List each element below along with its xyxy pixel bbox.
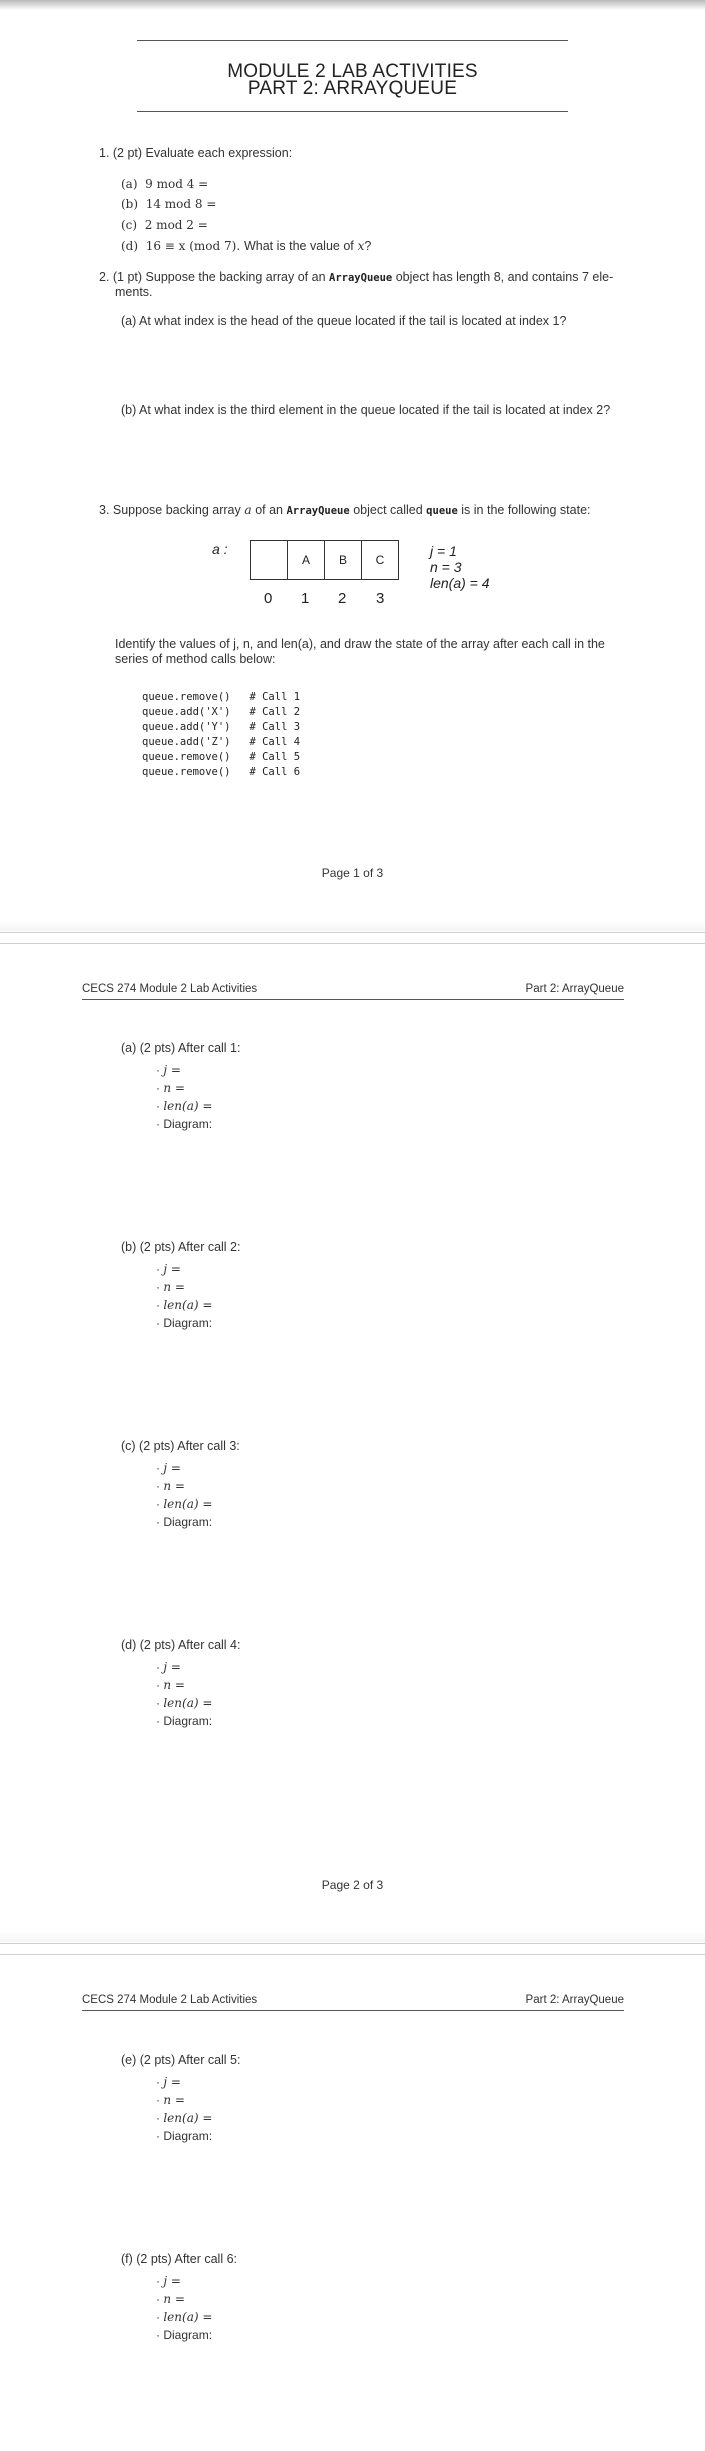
call-5-heading: (e) (2 pts) After call 5: (121, 2053, 241, 2067)
running-header-rule (82, 999, 624, 1000)
running-header-right: Part 2: ArrayQueue (525, 983, 624, 995)
q2-prompt-cont: ments. (115, 285, 153, 299)
title-rule-bottom (137, 111, 568, 112)
call-6-heading: (f) (2 pts) After call 6: (121, 2252, 238, 2266)
code-line-1: queue.remove() # Call 1 (142, 691, 301, 703)
call-2-heading: (b) (2 pts) After call 2: (121, 1240, 241, 1254)
call-5-answers: · j = · n = · len(a) = · Diagram: (156, 2075, 213, 2143)
array-cell-3: C (362, 541, 399, 579)
running-header-rule-3 (82, 2010, 624, 2011)
array-index-3: 3 (376, 590, 385, 607)
q2-prompt: 2. (1 pt) Suppose the backing array of an ArrayQueue object has length 8, and contains 7 ele- (99, 270, 614, 284)
page-break-2 (0, 1943, 705, 1955)
array-label: a : (212, 541, 228, 557)
code-line-2: queue.add('X') # Call 2 (142, 706, 301, 718)
running-header-left-3: CECS 274 Module 2 Lab Activities (82, 1994, 258, 2006)
running-header-right-3: Part 2: ArrayQueue (525, 1994, 624, 2006)
code-line-3: queue.add('Y') # Call 3 (142, 721, 301, 733)
page-footer-2: Page 2 of 3 (321, 1878, 384, 1892)
state-len: len(a) = 4 (430, 575, 490, 591)
page-title-line2: PART 2: ARRAYQUEUE (247, 78, 458, 99)
q1-item-a: (a) 9 mod 4 = (121, 177, 209, 191)
array-cell-2: B (325, 541, 362, 579)
call-1-heading: (a) (2 pts) After call 1: (121, 1041, 241, 1055)
q1-item-d: (d) 16 ≡ x (mod 7). What is the value of x? (121, 239, 372, 253)
page-break-1 (0, 932, 705, 944)
code-line-4: queue.add('Z') # Call 4 (142, 736, 301, 748)
call-3-answers: · j = · n = · len(a) = · Diagram: (156, 1461, 213, 1529)
code-block (142, 690, 300, 780)
code-line-6: queue.remove() # Call 6 (142, 766, 301, 778)
call-4-heading: (d) (2 pts) After call 4: (121, 1638, 241, 1652)
call-1-answers: · j = · n = · len(a) = · Diagram: (156, 1063, 213, 1131)
q3-identify-line2: series of method calls below: (115, 652, 276, 666)
q1-item-c: (c) 2 mod 2 = (121, 218, 208, 232)
state-n: n = 3 (430, 559, 462, 575)
state-j: j = 1 (430, 543, 457, 559)
array-index-2: 2 (338, 590, 347, 607)
top-shadow (0, 0, 705, 10)
q1-prompt: 1. (2 pt) Evaluate each expression: (99, 146, 293, 160)
q3-identify-line1: Identify the values of j, n, and len(a), and draw the state of the array after each call in the (115, 637, 605, 651)
array-cell-0 (251, 541, 288, 579)
array-state (430, 543, 490, 591)
array-diagram (250, 540, 399, 580)
array-index-1: 1 (301, 590, 310, 607)
page-footer-1: Page 1 of 3 (321, 866, 384, 880)
q2-part-b: (b) At what index is the third element in the queue located if the tail is located at index 2? (121, 403, 611, 417)
call-6-answers: · j = · n = · len(a) = · Diagram: (156, 2274, 213, 2342)
q2-part-a: (a) At what index is the head of the queue located if the tail is located at index 1? (121, 314, 567, 328)
page-title-line1: MODULE 2 LAB ACTIVITIES (227, 61, 478, 82)
call-3-heading: (c) (2 pts) After call 3: (121, 1439, 240, 1453)
q1-item-b: (b) 14 mod 8 = (121, 197, 217, 211)
array-index-0: 0 (264, 590, 273, 607)
array-cell-1: A (288, 541, 325, 579)
q3-prompt: 3. Suppose backing array a of an ArrayQueue object called queue is in the following state: (99, 502, 591, 517)
code-line-5: queue.remove() # Call 5 (142, 751, 301, 763)
call-4-answers: · j = · n = · len(a) = · Diagram: (156, 1660, 213, 1728)
running-header-left: CECS 274 Module 2 Lab Activities (82, 983, 258, 995)
call-2-answers: · j = · n = · len(a) = · Diagram: (156, 1262, 213, 1330)
title-rule-top (137, 40, 568, 41)
